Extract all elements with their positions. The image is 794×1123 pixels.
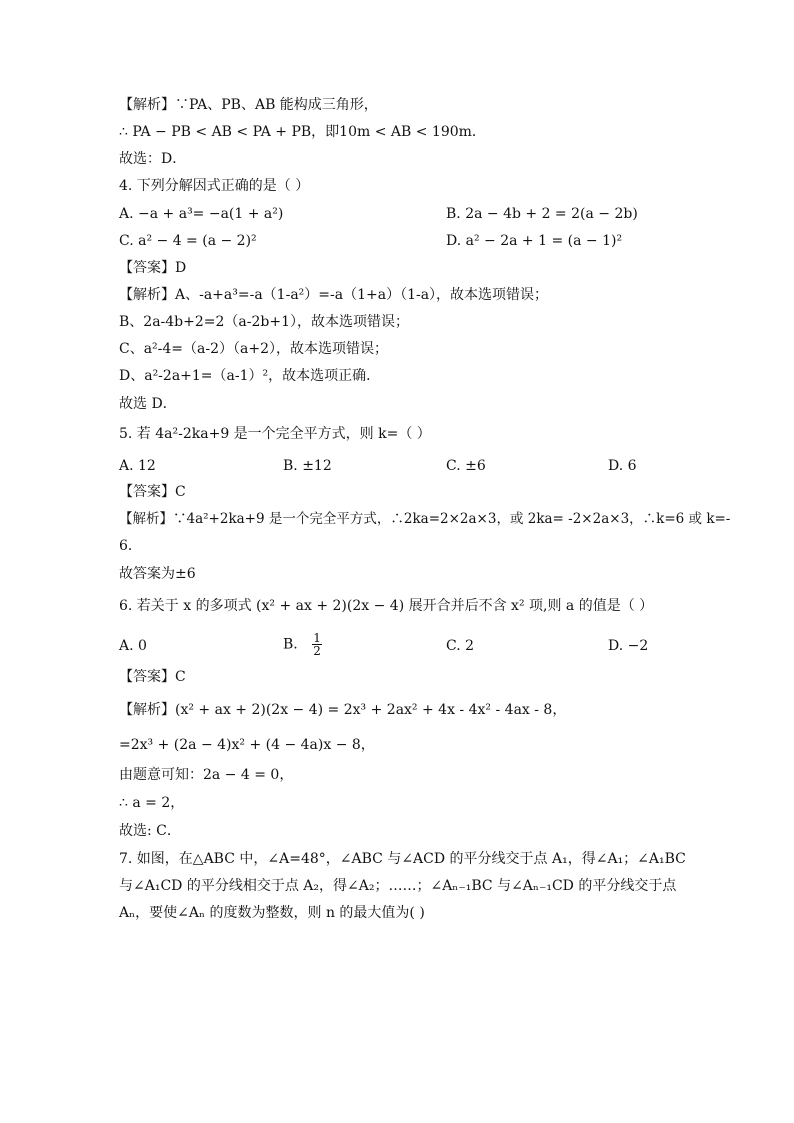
q6-analysis-line-4: ∴ a = 2， (119, 795, 185, 811)
q6-analysis-line-3: 由题意可知：2a − 4 = 0， (119, 767, 294, 783)
q5-option-c: C. ±6 (446, 458, 486, 474)
q6-option-a: A. 0 (119, 638, 147, 654)
analysis-label: 【解析】 (119, 511, 173, 527)
fraction-denominator: 2 (313, 644, 321, 658)
question-6-stem: 6. 若关于 x 的多项式 (x² + ax + 2)(2x − 4) 展开合并后不含 x² 项,则 a 的值是（ ） (119, 598, 654, 614)
q5-option-a: A. 12 (119, 458, 156, 474)
analysis-line-2: ∴ PA − PB < AB < PA + PB，即10m < AB < 190m． (119, 124, 486, 140)
answer-value: C (175, 484, 186, 500)
q6-option-b (283, 632, 322, 657)
q4-answer (119, 258, 186, 278)
q6-option-b-label: B. (283, 636, 298, 653)
answer-label: 【答案】 (119, 484, 175, 500)
question-7-stem-line-3: Aₙ，要使∠Aₙ 的度数为整数，则 n 的最大值为( ) (119, 905, 425, 921)
analysis-label: 【解析】 (119, 287, 175, 303)
q6-option-d: D. −2 (608, 638, 649, 654)
q5-analysis-line-2: 6． (119, 538, 142, 554)
q4-analysis-line-3: C、a²-4=（a-2）（a+2），故本选项错误； (119, 341, 389, 357)
q4-option-c: C. a² − 4 = (a − 2)² (119, 233, 257, 249)
question-7-stem-line-2: 与∠A₁CD 的平分线相交于点 A₂，得∠A₂；……；∠Aₙ₋₁BC 与∠Aₙ₋₁CD 的平分线交于点 (119, 878, 677, 894)
q5-option-b: B. ±12 (283, 458, 332, 474)
analysis-label: 【解析】 (119, 97, 175, 113)
question-4-stem: 4. 下列分解因式正确的是（ ） (119, 178, 310, 194)
conclusion-line: 故选：D． (119, 151, 187, 167)
analysis-label: 【解析】 (119, 702, 175, 718)
q6-answer (119, 667, 186, 687)
q5-answer (119, 482, 186, 502)
fraction-numerator: 1 (313, 631, 321, 645)
q6-option-c: C. 2 (446, 638, 475, 654)
q4-conclusion: 故选 D． (119, 396, 177, 412)
q4-analysis-line-2: B、2a-4b+2=2（a-2b+1），故本选项错误； (119, 314, 410, 330)
q5-conclusion: 故答案为±6 (119, 566, 196, 582)
fraction (312, 632, 322, 657)
q4-option-b: B. 2a − 4b + 2 = 2(a − 2b) (446, 206, 638, 222)
answer-value: D (175, 260, 187, 276)
q4-option-d: D. a² − 2a + 1 = (a − 1)² (446, 233, 623, 249)
q6-analysis-line-2: =2x³ + (2a − 4)x² + (4 − 4a)x − 8， (119, 737, 375, 753)
q6-analysis-line-1 (119, 700, 566, 720)
answer-value: C (175, 669, 186, 685)
q5-option-d: D. 6 (608, 458, 637, 474)
analysis-text: ∵PA、PB、AB 能构成三角形， (175, 97, 378, 113)
answer-label: 【答案】 (119, 669, 175, 685)
question-5-stem: 5. 若 4a²-2ka+9 是一个完全平方式，则 k=（ ） (119, 426, 431, 442)
question-7-stem-line-1: 7. 如图，在△ABC 中，∠A=48°，∠ABC 与∠ACD 的平分线交于点 A₁，得∠A₁；∠A₁BC (119, 851, 686, 867)
answer-label: 【答案】 (119, 260, 175, 276)
analysis-text: (x² + ax + 2)(2x − 4) = 2x³ + 2ax² + 4x - 4x² - 4ax - 8， (175, 702, 567, 718)
q4-analysis-line-1 (119, 285, 548, 305)
q4-analysis-line-4: D、a²-2a+1=（a-1）²，故本选项正确． (119, 368, 381, 384)
analysis-text: ∵4a²+2ka+9 是一个完全平方式，∴2ka=2×2a×3，或 2ka= -2×2a×3，∴k=6 或 k=- (173, 511, 731, 527)
q4-option-a: A. −a + a³= −a(1 + a²) (119, 206, 284, 222)
q6-conclusion: 故选: C． (119, 823, 181, 839)
analysis-line-1 (119, 95, 378, 115)
analysis-text: A、-a+a³=-a（1-a²）=-a（1+a）（1-a），故本选项错误； (175, 287, 549, 303)
q5-analysis-line-1 (119, 509, 730, 529)
